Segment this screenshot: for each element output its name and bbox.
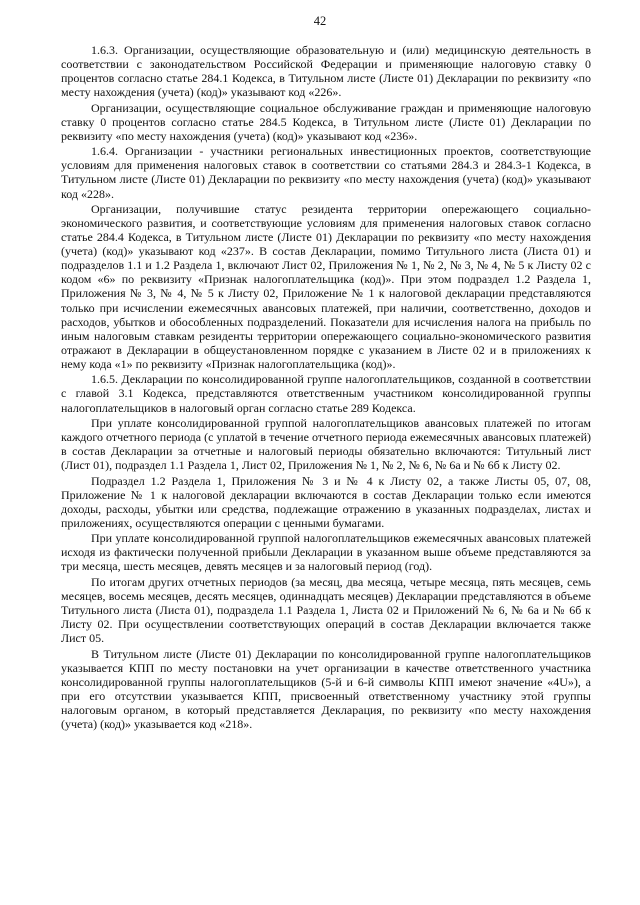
paragraph-advance-payments: При уплате консолидированной группой налогоплательщиков авансовых платежей по итогам каждого отчетного периода (с уплатой в течение отчетного периода ежемесячных авансовых платежей) в состав Декларации за отчетные и налоговый периоды обязательно включаются: Титульный лист (Лист 01), подраздел 1.1 Раздела 1, Лист 02, Приложения № 1, № 2, № 6, № 6а и № 6б к Листу 02. bbox=[61, 415, 591, 473]
paragraph-subsection-1-2: Подраздел 1.2 Раздела 1, Приложения № 3 и № 4 к Листу 02, а также Листы 05, 07, 08, Приложение № 1 к налоговой декларации включаются в состав Декларации только если имеются доходы, расходы, убытки или средства, подлежащие отражению в указанных подразделах, листах и приложениях, осуществляются операции с ценными бумагами. bbox=[61, 473, 591, 530]
paragraph-kpp: В Титульном листе (Листе 01) Декларации по консолидированной группе налогоплательщиков указывается КПП по месту постановки на учет организации в качестве ответственного участника консолидированной группы налогоплательщиков (5-й и 6-й символы КПП имеют значение «4U»), а при его отсутствии указывается КПП, присвоенный ответственному участнику этой группы налоговым органом, в который представляется Декларация, по реквизиту «по месту нахождения (учета) (код)» указывается код «218». bbox=[61, 646, 591, 732]
document-body bbox=[61, 43, 591, 732]
paragraph-1-6-3: 1.6.3. Организации, осуществляющие образовательную и (или) медицинскую деятельность в соответствии с законодательством Российской Федерации и применяющие налоговую ставку 0 процентов согласно статье 284.1 Кодекса, в Титульном листе (Листе 01) Декларации по реквизиту «по месту нахождения (учета) (код)» указывают код «226». bbox=[61, 43, 591, 100]
paragraph-1-6-4: 1.6.4. Организации - участники региональных инвестиционных проектов, соответствующие условиям для применения налоговых ставок в соответствии со статьями 284.3 и 284.3-1 Кодекса, в Титульном листе (Листе 01) Декларации по реквизиту «по месту нахождения (учета) (код)» указывают код «228». bbox=[61, 144, 591, 201]
paragraph-1-6-5: 1.6.5. Декларации по консолидированной группе налогоплательщиков, созданной в соответствии с главой 3.1 Кодекса, представляются ответственным участником консолидированной группы налогоплательщиков в налоговый орган согласно статье 289 Кодекса. bbox=[61, 372, 591, 415]
paragraph-monthly-payments: При уплате консолидированной группой налогоплательщиков ежемесячных авансовых платежей исходя из фактически полученной прибыли Декларации в указанном выше объеме представляются за три месяца, шесть месяцев, девять месяцев и за налоговый период (год). bbox=[61, 531, 591, 574]
paragraph-social-services: Организации, осуществляющие социальное обслуживание граждан и применяющие налоговую ставку 0 процентов согласно статье 284.5 Кодекса, в Титульном листе (Листе 01) Декларации по реквизиту «по месту нахождения (учета) (код)» указывают код «236». bbox=[61, 100, 591, 143]
paragraph-other-periods: По итогам других отчетных периодов (за месяц, два месяца, четыре месяца, пять месяцев, семь месяцев, восемь месяцев, десять месяцев, одиннадцать месяцев) Декларации представляются в объеме Титульного листа (Листа 01), подраздела 1.1 Раздела 1, Листа 02 и Приложений № 6, № 6а и № 6б к Листу 02. При осуществлении соответствующих операций в состав Декларации включается также Лист 05. bbox=[61, 574, 591, 646]
paragraph-tor-residents: Организации, получившие статус резидента территории опережающего социально-экономического развития, и соответствующие условиям для применения налоговых ставок согласно статье 284.4 Кодекса, в Титульном листе (Листе 01) Декларации по реквизиту «по месту нахождения (учета) (код)» указывают код «237». В состав Декларации, помимо Титульного листа (Листа 01) и подразделов 1.1 и 1.2 Раздела 1, включают Лист 02, Приложения № 1, № 2, № 3, № 4, № 5 к Листу 02 с кодом «6» по реквизиту «Признак налогоплательщика (код)». При этом подраздел 1.2 Раздела 1, Приложения № 3, № 4, № 5 к Листу 02, Приложение № 1 к налоговой декларации представляются только при исчислении ежемесячных авансовых платежей, при наличии, соответственно, доходов и расходов, убытков и обособленных подразделений. Показатели для исчисления налога на прибыль по иным налоговым ставкам резиденты территории опережающего социально-экономического развития отражают в Декларации в общеустановленном порядке с указанием в Листе 02 и в приложениях к нему кода «1» по реквизиту «Признак налогоплательщика (код)». bbox=[61, 201, 591, 371]
page-number: 42 bbox=[313, 14, 327, 28]
